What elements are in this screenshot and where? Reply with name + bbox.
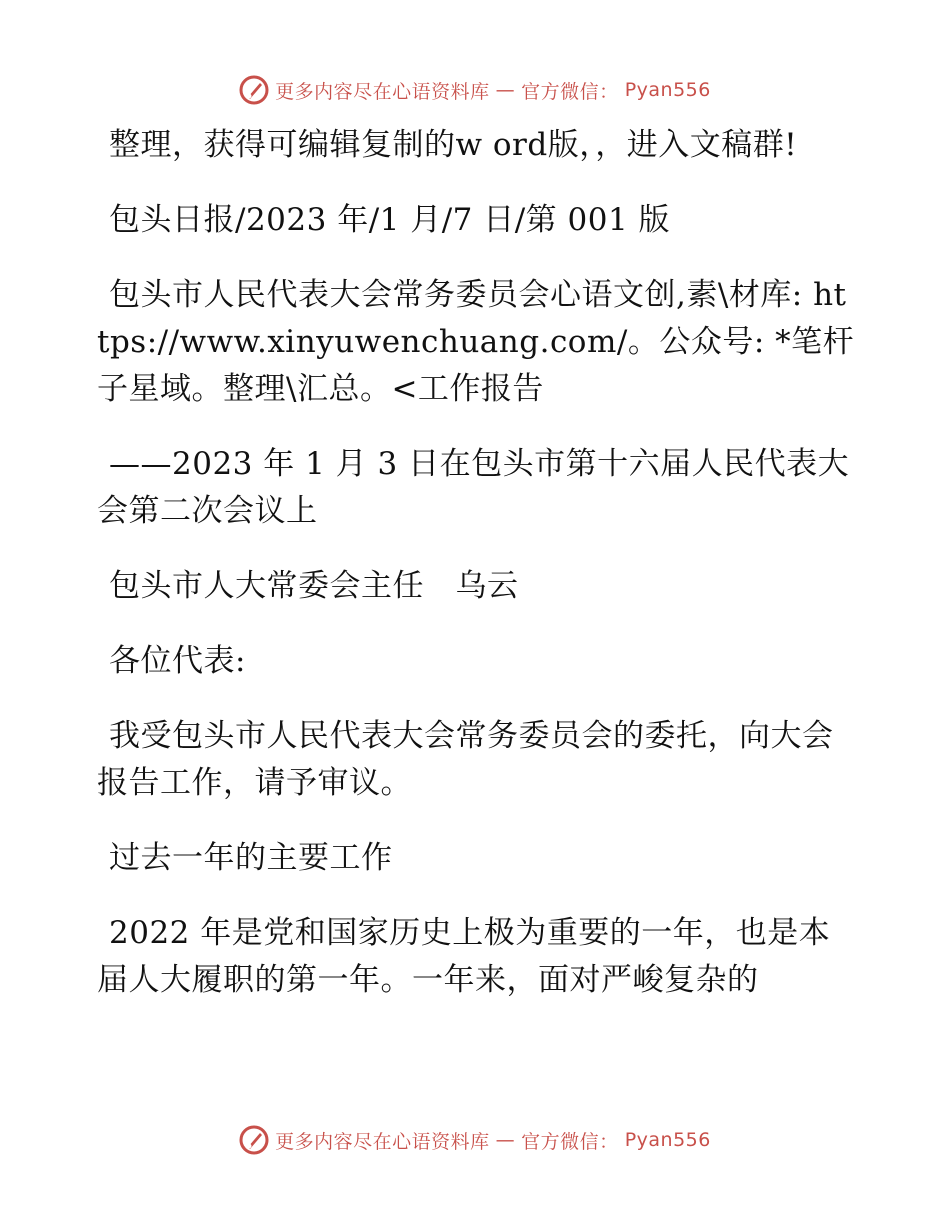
quill-logo-icon (239, 1125, 269, 1155)
paragraph-intro: 整理，获得可编辑复制的w ord版，，进入文稿群! (109, 127, 798, 163)
paragraph-opening: 我受包头市人民代表大会常务委员会的委托，向大会报告工作，请予审议。 (97, 718, 834, 801)
paragraph-body: 2022 年是党和国家历史上极为重要的一年，也是本届人大履职的第一年。一年来，面对严峻复杂的 (97, 915, 831, 998)
paragraph-source: 包头日报/2023 年/1 月/7 日/第 001 版 (109, 202, 671, 238)
paragraph-subtitle: ——2023 年 1 月 3 日在包头市第十六届人民代表大会第二次会议上 (97, 446, 850, 529)
watermark-id: Pyan556 (624, 79, 711, 101)
watermark-text: 更多内容尽在心语资料库 (275, 1130, 490, 1153)
paragraph-author: 包头市人大常委会主任 乌云 (109, 568, 519, 604)
watermark-separator: — (495, 79, 516, 101)
paragraph-salutation: 各位代表: (109, 643, 246, 679)
watermark-official: 官方微信： (521, 80, 619, 103)
footer-watermark (0, 1120, 950, 1160)
section-heading: 过去一年的主要工作 (109, 840, 393, 876)
document-body (97, 122, 857, 1032)
paragraph-title: 包头市人民代表大会常务委员会心语文创,素\材库: https://www.xinyuwenchuang.com/。公众号: *笔杆子星域。整理\汇总。<工作报告 (97, 277, 855, 407)
watermark-text: 更多内容尽在心语资料库 (275, 80, 490, 103)
watermark-separator: — (495, 1129, 516, 1151)
header-watermark (0, 70, 950, 110)
watermark-id: Pyan556 (624, 1129, 711, 1151)
quill-logo-icon (239, 75, 269, 105)
watermark-official: 官方微信： (521, 1130, 619, 1153)
